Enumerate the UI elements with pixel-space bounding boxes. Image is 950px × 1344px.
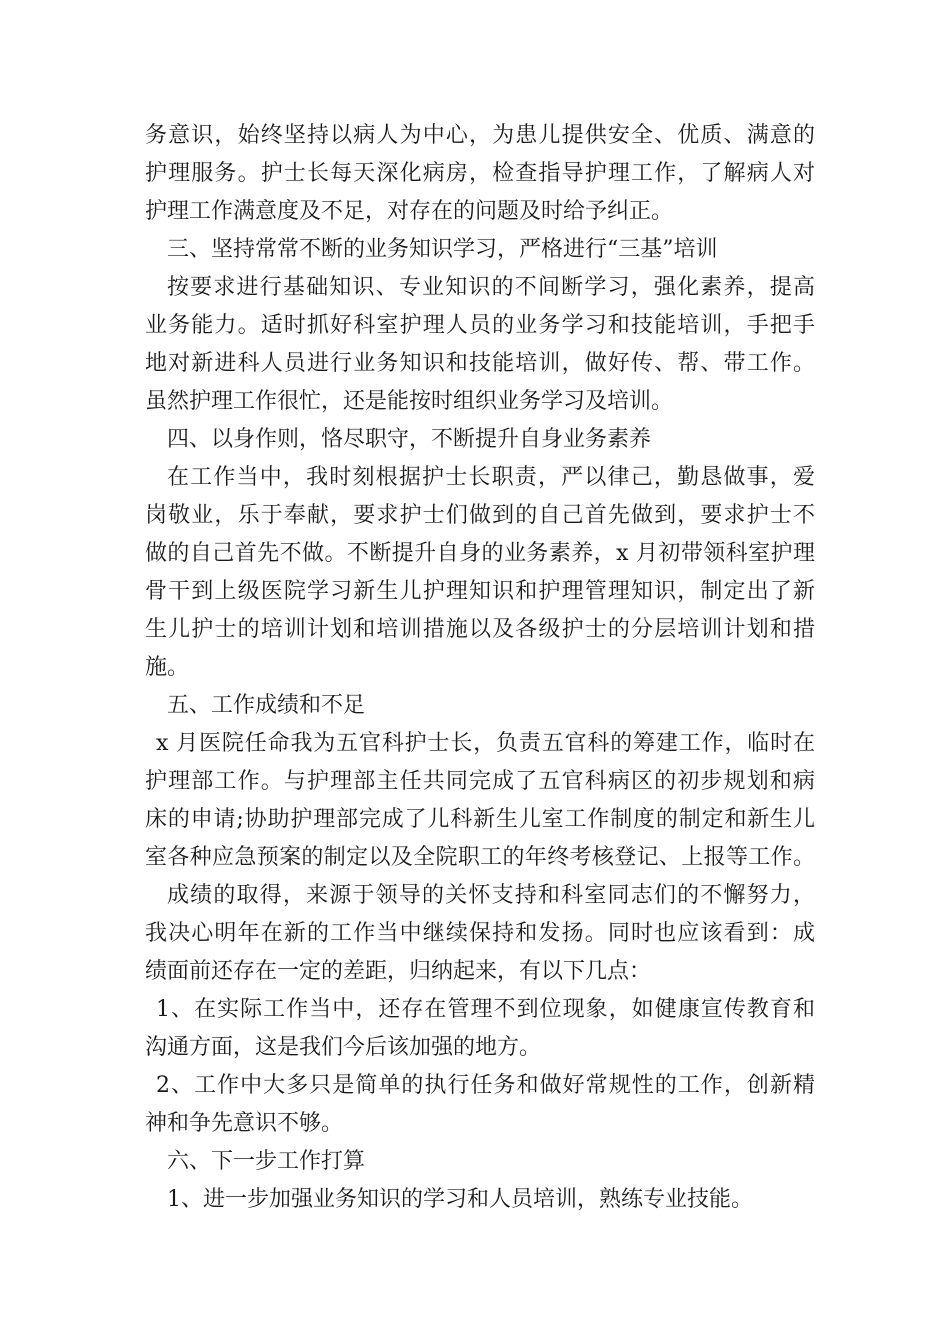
- text-line: 沟通方面，这是我们今后该加强的地方。: [145, 1035, 542, 1060]
- text-line: 护理服务。护士长每天深化病房，检查指导护理工作，了解病人对: [145, 161, 815, 186]
- text-line: 按要求进行基础知识、专业知识的不间断学习，强化素养，提高: [167, 275, 815, 300]
- text-line: 床的申请;协助护理部完成了儿科新生儿室工作制度的制定和新生儿: [145, 807, 815, 832]
- paragraph: [145, 725, 815, 877]
- text-line: 地对新进科人员进行业务知识和技能培训，做好传、帮、带工作。: [145, 351, 815, 376]
- list-item: [145, 1181, 815, 1219]
- text-line: 务意识，始终坚持以病人为中心，为患儿提供安全、优质、满意的: [145, 123, 815, 148]
- paragraph: [145, 459, 815, 687]
- text-line: x 月医院任命我为五官科护士长，负责五官科的筹建工作，临时在: [156, 731, 815, 756]
- paragraph: [145, 877, 815, 991]
- text-line: 绩面前还存在一定的差距，归纳起来，有以下几点：: [145, 959, 652, 984]
- text-line: 护理部工作。与护理部主任共同完成了五官科病区的初步规划和病: [145, 769, 815, 794]
- section-heading: 三、坚持常常不断的业务知识学习，严格进行“三基”培训: [167, 237, 718, 262]
- text-line: 虽然护理工作很忙，还是能按时组织业务学习及培训。: [145, 389, 674, 414]
- document-body: [145, 117, 815, 1219]
- section-heading: 五、工作成绩和不足: [167, 693, 366, 718]
- text-line: 成绩的取得，来源于领导的关怀支持和科室同志们的不懈努力，: [167, 883, 815, 908]
- text-line: 业务能力。适时抓好科室护理人员的业务学习和技能培训，手把手: [145, 313, 815, 338]
- list-item: [145, 1067, 815, 1143]
- text-line: 在工作当中，我时刻根据护士长职责，严以律己，勤恳做事，爱: [167, 465, 815, 490]
- text-line: 做的自己首先不做。不断提升自身的业务素养，x 月初带领科室护理: [145, 541, 815, 566]
- text-line: 生儿护士的培训计划和培训措施以及各级护士的分层培训计划和措: [145, 617, 815, 642]
- text-line: 室各种应急预案的制定以及全院职工的年终考核登记、上报等工作。: [145, 845, 815, 870]
- list-item: [145, 991, 815, 1067]
- section-heading: 六、下一步工作打算: [167, 1149, 366, 1174]
- text-line: 骨干到上级医院学习新生儿护理知识和护理管理知识，制定出了新: [145, 579, 815, 604]
- section-heading: 四、以身作则，恪尽职守，不断提升自身业务素养: [167, 427, 652, 452]
- paragraph: [145, 117, 815, 231]
- text-line: 我决心明年在新的工作当中继续保持和发扬。同时也应该看到：成: [145, 921, 815, 946]
- text-line: 1、在实际工作当中，还存在管理不到位现象，如健康宣传教育和: [156, 997, 815, 1022]
- text-line: 岗敬业，乐于奉献，要求护士们做到的自己首先做到，要求护士不: [145, 503, 815, 528]
- paragraph: [145, 269, 815, 421]
- text-line: 1、进一步加强业务知识的学习和人员培训，熟练专业技能。: [167, 1187, 753, 1212]
- text-line: 2、工作中大多只是简单的执行任务和做好常规性的工作，创新精: [156, 1073, 815, 1098]
- text-line: 神和争先意识不够。: [145, 1111, 344, 1136]
- text-line: 护理工作满意度及不足，对存在的问题及时给予纠正。: [145, 199, 674, 224]
- text-line: 施。: [145, 655, 190, 680]
